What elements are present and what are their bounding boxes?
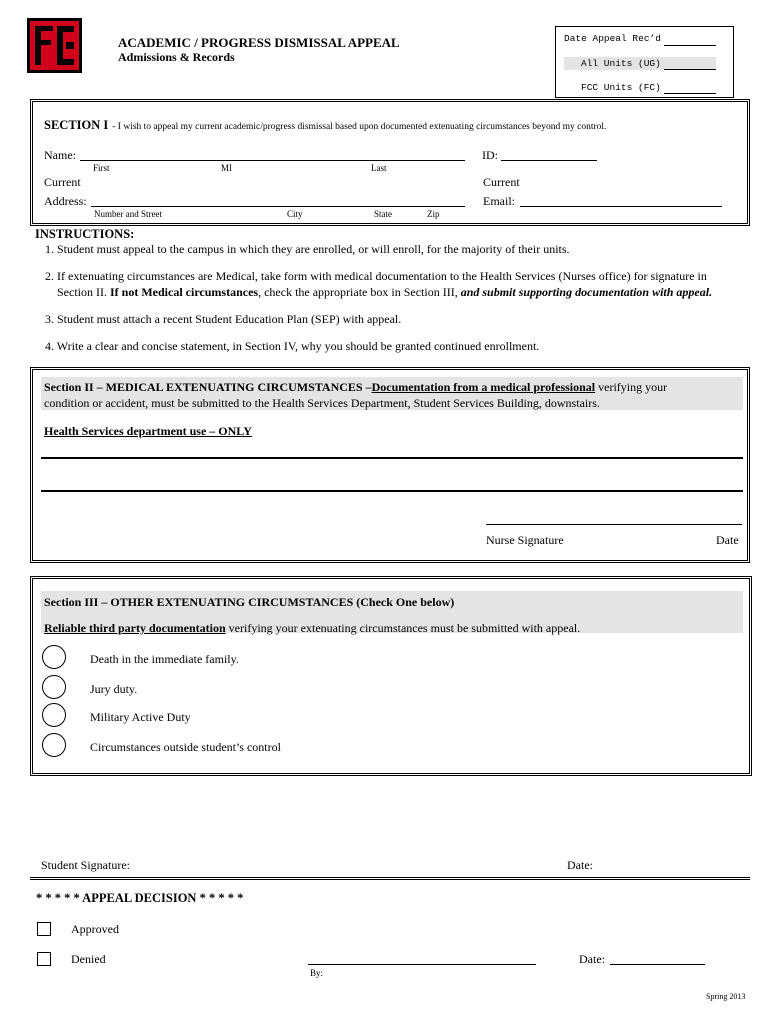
all-units-field[interactable] <box>664 69 716 70</box>
denied-checkbox[interactable] <box>37 952 51 966</box>
denied-label: Denied <box>71 952 106 966</box>
last-caption: Last <box>371 163 387 173</box>
reliable-doc-label: Reliable third party documentation <box>44 621 226 635</box>
decision-date-label: Date: <box>579 952 605 966</box>
health-services-use-only: Health Services department use – ONLY <box>44 424 252 438</box>
option-military-label: Military Active Duty <box>90 710 191 724</box>
email-label: Email: <box>483 194 515 208</box>
zip-caption: Zip <box>427 209 440 219</box>
student-date-label: Date: <box>567 858 593 872</box>
name-label: Name: <box>44 148 76 162</box>
date-received-field[interactable] <box>664 45 716 46</box>
fcc-units-label: FCC Units (FC) <box>581 82 661 93</box>
address-field[interactable] <box>91 206 465 207</box>
all-units-label: All Units (UG) <box>581 58 661 69</box>
current-email-label: Current <box>483 175 520 189</box>
option-military-radio[interactable] <box>42 703 66 727</box>
signature-divider <box>30 877 750 880</box>
option-other-label: Circumstances outside student’s control <box>90 740 281 754</box>
instruction-2-prefix: Section II. <box>57 285 110 299</box>
option-other-radio[interactable] <box>42 733 66 757</box>
health-services-line-2[interactable] <box>41 490 743 492</box>
reliable-doc-text: verifying your extenuating circumstances must be submitted with appeal. <box>225 621 581 635</box>
decision-date-field[interactable] <box>610 964 705 965</box>
mi-caption: MI <box>221 163 232 173</box>
student-signature-label: Student Signature: <box>41 858 130 872</box>
address-label: Address: <box>44 194 87 208</box>
decision-by-field[interactable] <box>308 964 536 965</box>
option-jury-label: Jury duty. <box>90 682 138 696</box>
option-death-label: Death in the immediate family. <box>90 652 239 666</box>
footer-term: Spring 2013 <box>706 992 746 1001</box>
section-2 <box>30 367 750 563</box>
section-3 <box>30 576 752 776</box>
id-field[interactable] <box>501 160 597 161</box>
state-caption: State <box>374 209 392 219</box>
street-caption: Number and Street <box>94 209 162 219</box>
section-2-heading-rest: verifying your <box>595 380 668 394</box>
form-title: ACADEMIC / PROGRESS DISMISSAL APPEAL <box>118 35 400 50</box>
instruction-2-emphasis: and submit supporting documentation with appeal. <box>460 285 713 299</box>
instruction-4: 4. Write a clear and concise statement, in Section IV, why you should be granted continued enrollment. <box>45 339 540 353</box>
section-2-heading-line2: condition or accident, must be submitted to the Health Services Department, Student Services Building, downstairs. <box>44 396 600 410</box>
instruction-2-cont <box>57 284 712 300</box>
nurse-signature-line[interactable] <box>486 524 742 525</box>
first-caption: First <box>93 163 110 173</box>
name-field[interactable] <box>80 160 465 161</box>
instruction-3: 3. Student must attach a recent Student Education Plan (SEP) with appeal. <box>45 312 402 326</box>
id-label: ID: <box>482 148 498 162</box>
office-use-box <box>555 26 734 98</box>
section-1-text: - I wish to appeal my current academic/progress dismissal based upon documented extenuating circumstances beyond my control. <box>112 122 607 132</box>
appeal-decision-heading: * * * * * APPEAL DECISION * * * * * <box>36 891 244 905</box>
fcc-units-field[interactable] <box>664 93 716 94</box>
instruction-2: 2. If extenuating circumstances are Medical, take form with medical documentation to the Health Services (Nurses office) for signature in <box>45 269 707 283</box>
health-services-line-1[interactable] <box>41 457 743 459</box>
section-3-instruction <box>44 621 580 636</box>
instructions-heading: INSTRUCTIONS: <box>35 227 135 241</box>
nurse-date-label: Date <box>716 533 739 547</box>
section-1-heading: SECTION I <box>44 118 109 132</box>
approved-checkbox[interactable] <box>37 922 51 936</box>
nurse-signature-label: Nurse Signature <box>486 533 564 547</box>
section-2-heading <box>44 379 667 411</box>
approved-label: Approved <box>71 922 119 936</box>
fcc-logo <box>27 18 82 73</box>
decision-by-label: By: <box>310 968 324 978</box>
city-caption: City <box>287 209 303 219</box>
option-death-radio[interactable] <box>42 645 66 669</box>
section-1 <box>30 99 750 226</box>
instruction-1: 1. Student must appeal to the campus in which they are enrolled, or will enroll, for the majority of their units. <box>45 242 570 256</box>
instruction-2-middle: , check the appropriate box in Section III, <box>258 285 461 299</box>
date-received-label: Date Appeal Rec’d <box>564 33 661 44</box>
section-2-doc-requirement: Documentation from a medical professional <box>371 380 596 394</box>
email-field[interactable] <box>520 206 722 207</box>
section-3-heading: Section III – OTHER EXTENUATING CIRCUMSTANCES (Check One below) <box>44 595 455 609</box>
form-subtitle: Admissions & Records <box>118 50 235 64</box>
option-jury-radio[interactable] <box>42 675 66 699</box>
current-label: Current <box>44 175 81 189</box>
section-2-title: Section II – MEDICAL EXTENUATING CIRCUMSTANCES – <box>44 380 372 394</box>
instruction-2-bold: If not Medical circumstances <box>110 285 259 299</box>
